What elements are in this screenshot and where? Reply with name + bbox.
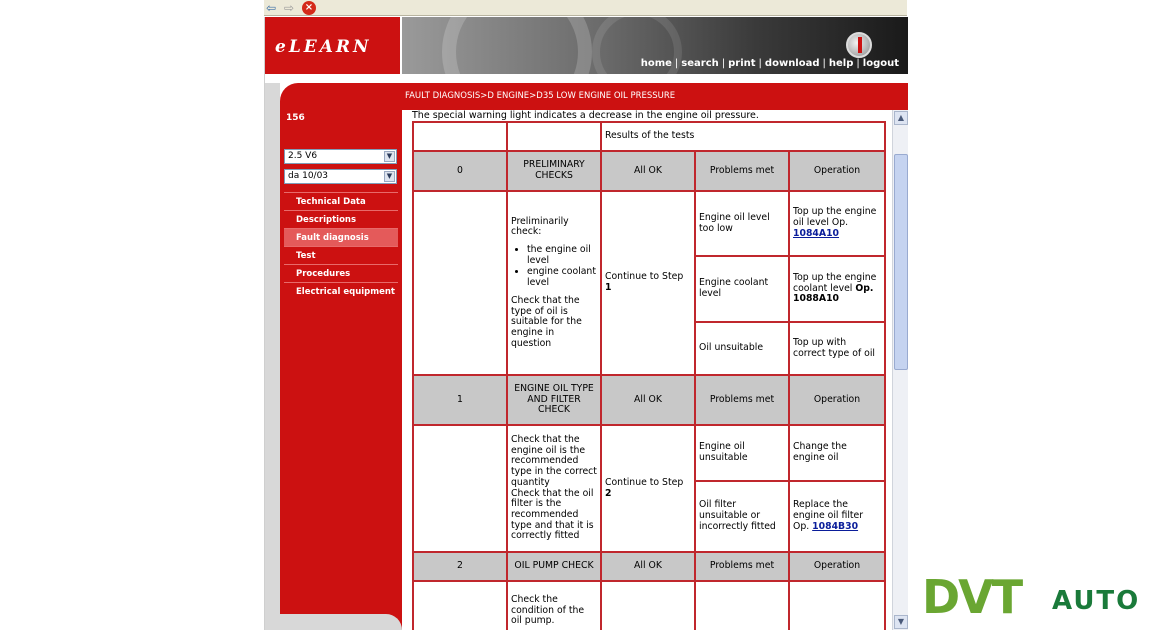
sidebar-item-electrical-equipment[interactable]: Electrical equipment — [284, 282, 398, 300]
date-select[interactable] — [284, 169, 397, 184]
intro-text: The special warning light indicates a decrease in the engine oil pressure. — [412, 110, 759, 121]
results-header: Results of the tests — [601, 122, 885, 151]
chevron-down-icon[interactable]: ▼ — [384, 171, 395, 182]
nav-logout-link[interactable]: logout — [862, 58, 899, 69]
content-scrollbar[interactable] — [892, 110, 908, 630]
breadcrumb: FAULT DIAGNOSIS>D ENGINE>D35 LOW ENGINE OIL PRESSURE — [405, 91, 676, 101]
arrow-left-icon[interactable]: ⇦ — [266, 1, 277, 15]
scrollbar-thumb[interactable] — [894, 154, 908, 370]
continue-cell — [601, 191, 695, 375]
elearn-logo[interactable]: eLEARN — [275, 37, 372, 57]
problem-cell: Engine coolant level — [695, 256, 789, 322]
operation-link[interactable]: 1084A10 — [793, 227, 840, 239]
watermark-suffix: AUTO — [1052, 586, 1141, 616]
continue-step-number: 2 — [605, 487, 612, 499]
table-cell — [695, 581, 789, 630]
chevron-down-icon[interactable]: ▼ — [384, 151, 395, 162]
sidebar-item-procedures[interactable]: Procedures — [284, 264, 398, 282]
check-list — [527, 245, 597, 289]
check-cell — [507, 191, 601, 375]
problems-label: Problems met — [695, 151, 789, 191]
step-title: OIL PUMP CHECK — [507, 552, 601, 581]
diagnosis-table — [412, 121, 886, 630]
nav-home-link[interactable]: home — [640, 58, 672, 69]
operation-text: Replace the engine oil filter Op. — [793, 499, 864, 532]
step-number: 1 — [413, 375, 507, 425]
sidebar-item-descriptions[interactable]: Descriptions — [284, 210, 398, 228]
scroll-down-icon[interactable]: ▼ — [894, 615, 908, 629]
table-cell — [413, 122, 507, 151]
browser-toolbar — [264, 0, 907, 16]
nav-help-link[interactable]: help — [828, 58, 854, 69]
step-title: PRELIMINARY CHECKS — [507, 151, 601, 191]
problem-cell: Oil filter unsuitable or incorrectly fitted — [695, 481, 789, 552]
left-gutter — [265, 83, 280, 630]
nav-search-link[interactable]: search — [681, 58, 719, 69]
check-text: Check that the engine oil is the recommended type in the correct quantity — [511, 434, 597, 488]
top-navigation: home | search | print | download | help | logout — [640, 58, 899, 69]
step-header-row — [413, 375, 885, 425]
continue-cell — [601, 425, 695, 552]
arrow-right-icon[interactable]: ⇨ — [284, 1, 295, 15]
operation-cell — [789, 256, 885, 322]
problem-cell: Engine oil unsuitable — [695, 425, 789, 481]
list-item: • engine coolant level — [527, 267, 597, 288]
problems-label: Problems met — [695, 552, 789, 581]
check-outro: Check that the type of oil is suitable for the engine in question — [511, 294, 582, 349]
table-row — [413, 581, 885, 630]
operation-label: Operation — [789, 151, 885, 191]
table-cell — [413, 191, 507, 375]
operation-cell: Change the engine oil — [789, 425, 885, 481]
sidebar-menu — [284, 192, 398, 300]
step-number: 2 — [413, 552, 507, 581]
sidebar-item-fault-diagnosis[interactable]: Fault diagnosis — [284, 228, 398, 246]
continue-text: Continue to Step — [605, 476, 684, 488]
model-label: 156 — [286, 113, 305, 123]
scroll-up-icon[interactable]: ▲ — [894, 111, 908, 125]
operation-link[interactable]: 1084B30 — [812, 520, 859, 532]
date-select-value: da 10/03 — [288, 171, 329, 181]
continue-step-number: 1 — [605, 282, 612, 293]
engine-select-value: 2.5 V6 — [288, 151, 318, 161]
engine-select[interactable] — [284, 149, 397, 164]
elearn-page — [264, 17, 907, 630]
sidebar-bottom-cap — [280, 614, 402, 630]
check-cell — [507, 425, 601, 552]
step-title: ENGINE OIL TYPE AND FILTER CHECK — [507, 375, 601, 425]
problems-label: Problems met — [695, 375, 789, 425]
sidebar — [280, 110, 402, 630]
operation-cell — [789, 481, 885, 552]
sidebar-item-test[interactable]: Test — [284, 246, 398, 264]
all-ok-label: All OK — [601, 552, 695, 581]
all-ok-label: All OK — [601, 151, 695, 191]
watermark-brand: DVT — [922, 570, 1022, 624]
step-header-row — [413, 151, 885, 191]
all-ok-label: All OK — [601, 375, 695, 425]
alfa-romeo-badge-icon — [846, 32, 872, 58]
check-cell: Check the condition of the oil pump. — [507, 581, 601, 630]
list-item: • the engine oil level — [527, 245, 597, 266]
table-row — [413, 425, 885, 481]
operation-cell — [789, 191, 885, 256]
table-row — [413, 122, 885, 151]
banner-decoration — [442, 17, 592, 74]
sidebar-item-technical-data[interactable]: Technical Data — [284, 192, 398, 210]
check-text: Check that the oil filter is the recommended type and that it is correctly fitted — [511, 487, 594, 542]
table-cell — [601, 581, 695, 630]
operation-label: Operation — [789, 375, 885, 425]
nav-print-link[interactable]: print — [728, 58, 756, 69]
operation-bold-ref: Op. 1088A10 — [793, 282, 874, 305]
check-intro: Preliminarily check: — [511, 215, 569, 238]
problem-cell: Engine oil level too low — [695, 191, 789, 256]
table-cell — [789, 581, 885, 630]
sidebar-top-cap — [280, 83, 402, 110]
continue-text: Continue to Step — [605, 271, 684, 283]
step-header-row — [413, 552, 885, 581]
operation-text: Top up the engine oil level Op. — [793, 206, 877, 229]
operation-label: Operation — [789, 552, 885, 581]
problem-cell: Oil unsuitable — [695, 322, 789, 375]
nav-download-link[interactable]: download — [764, 58, 820, 69]
table-cell — [413, 581, 507, 630]
operation-text: Top up the engine coolant level — [793, 271, 877, 294]
table-cell — [507, 122, 601, 151]
content-area — [411, 110, 891, 630]
breadcrumb-bar — [402, 83, 908, 110]
logo-box — [265, 17, 402, 74]
watermark — [922, 572, 1162, 622]
step-number: 0 — [413, 151, 507, 191]
table-cell — [413, 425, 507, 552]
stop-icon[interactable]: × — [302, 1, 316, 15]
operation-cell: Top up with correct type of oil — [789, 322, 885, 375]
table-row — [413, 191, 885, 256]
